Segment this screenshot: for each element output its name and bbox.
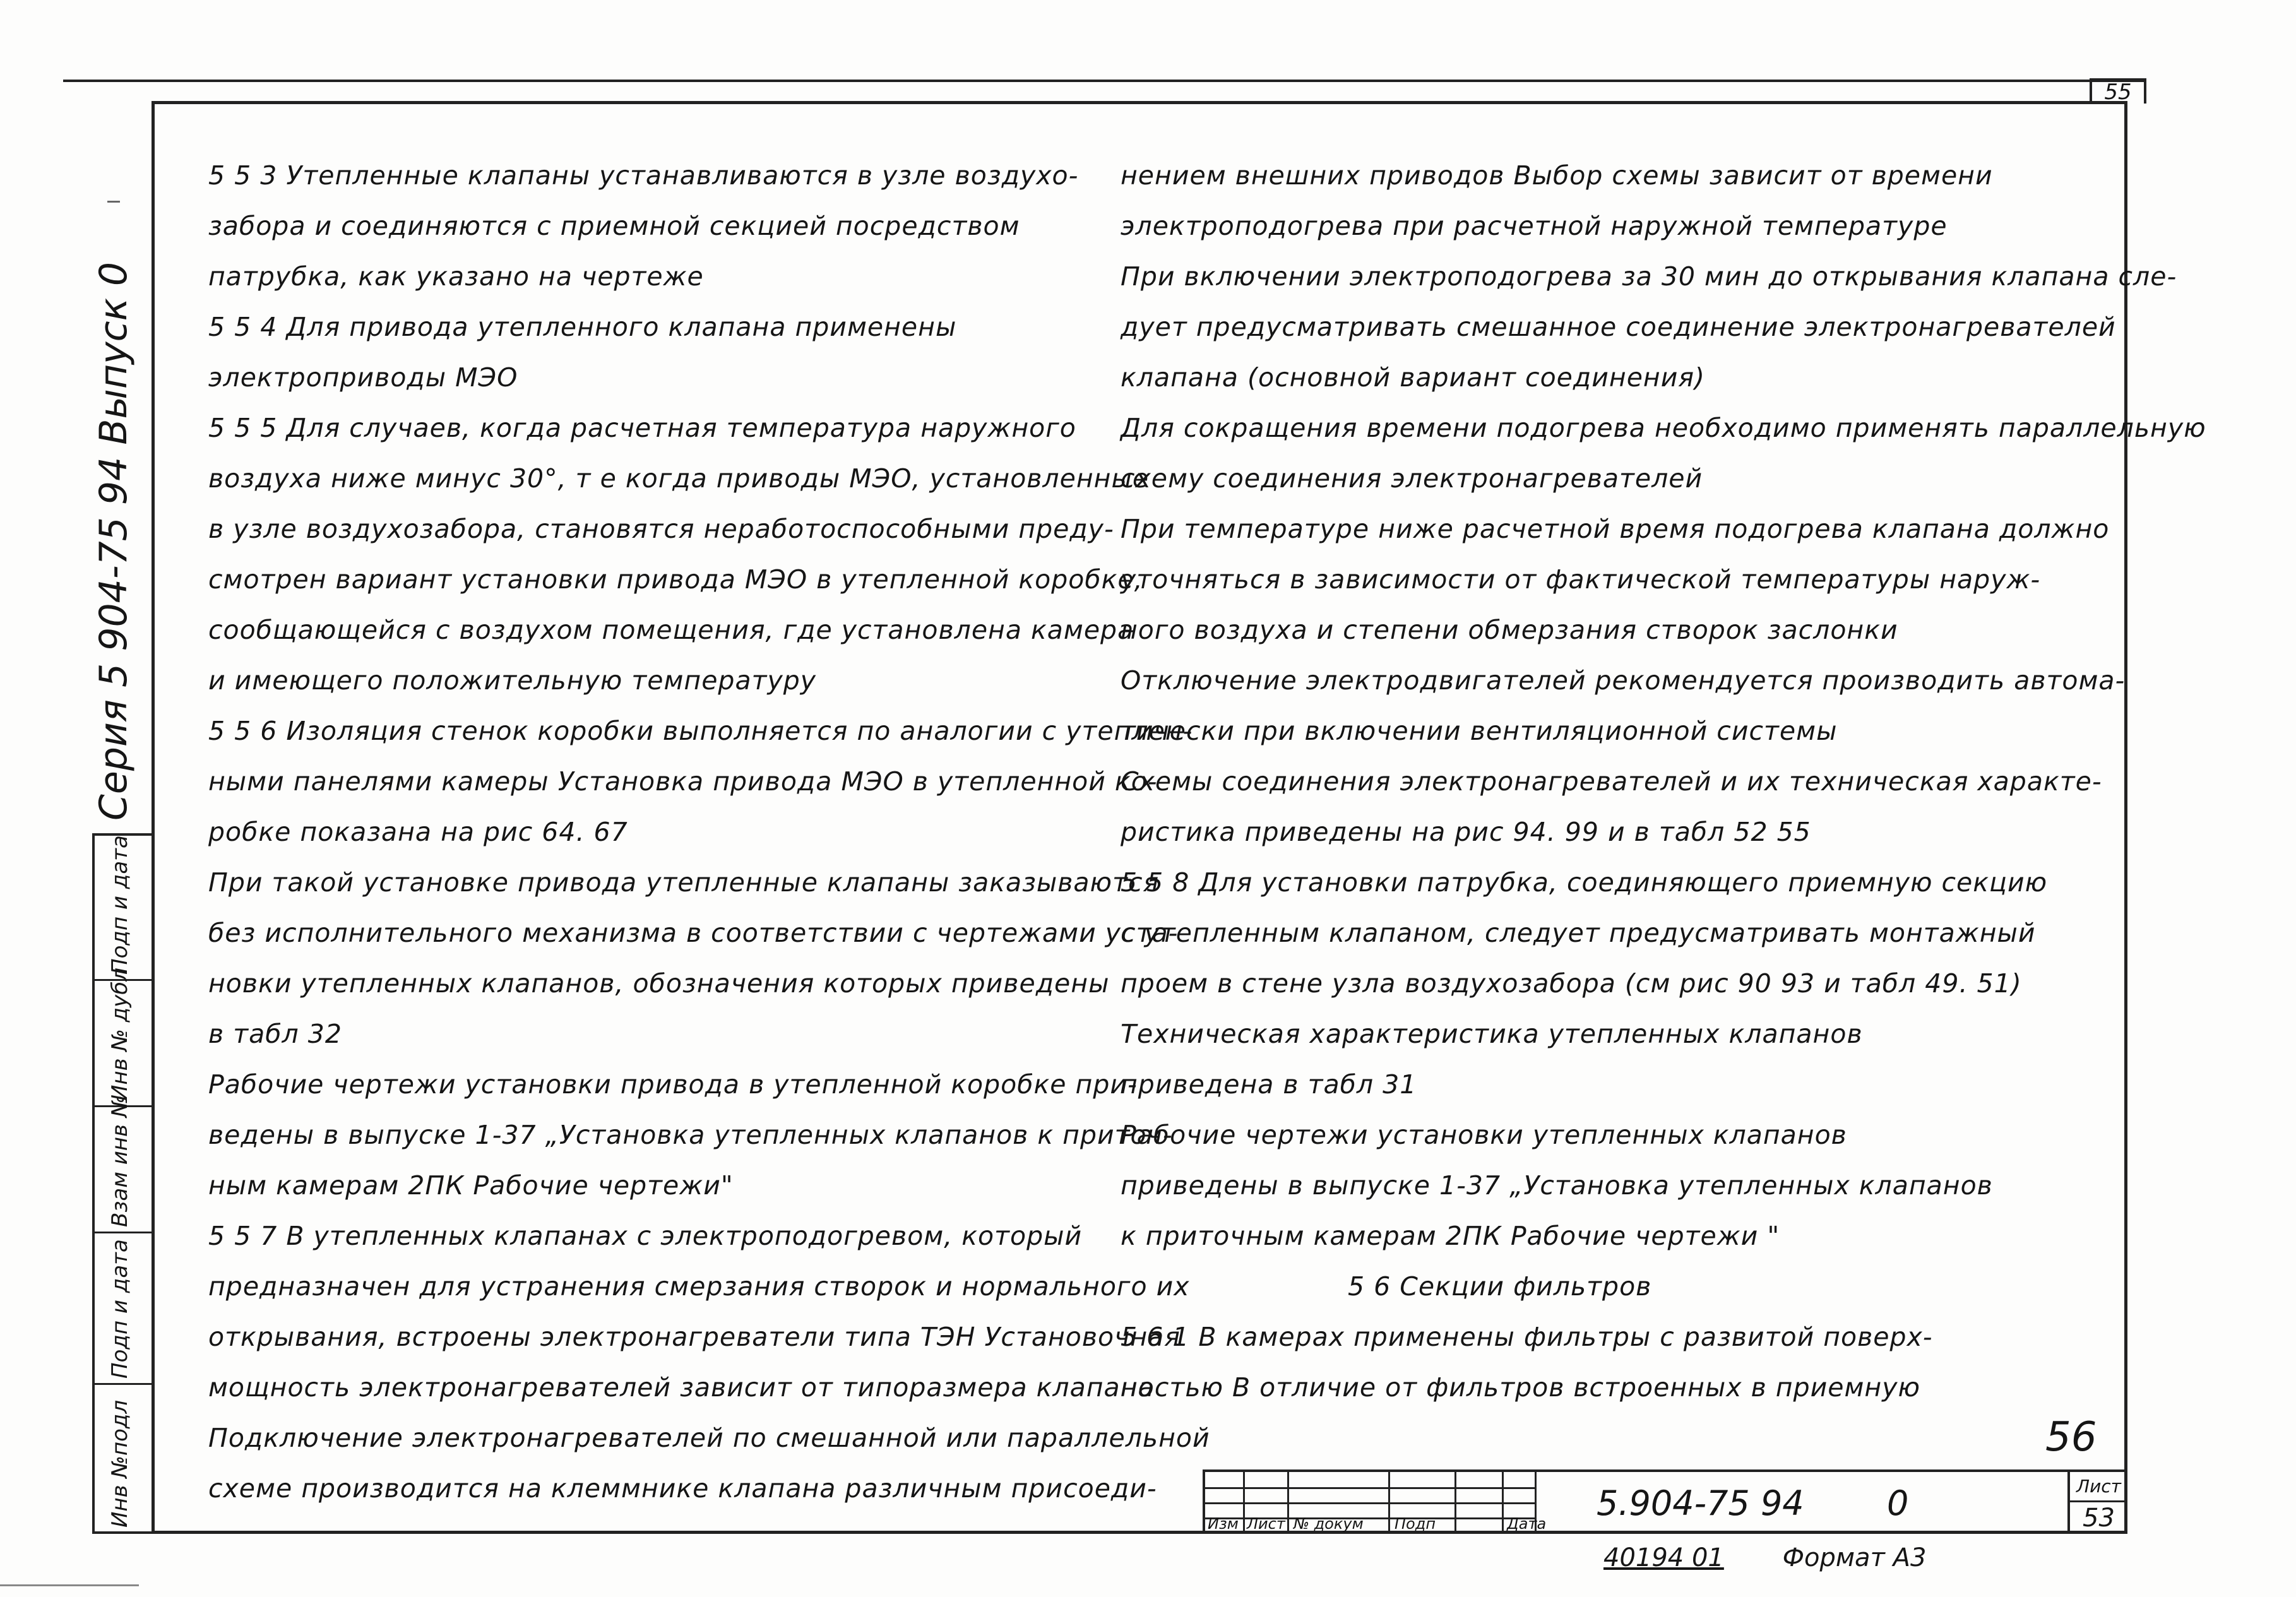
side-cell-1 <box>95 836 152 981</box>
side-label-podp-data: Подп и дата <box>107 1239 133 1379</box>
text-line: При такой установке привода утепленные клапаны заказываются <box>208 867 1160 898</box>
text-line: схему соединения электронагревателей <box>1121 463 1703 494</box>
text-line: электроподогрева при расчетной наружной температуре <box>1121 211 1948 241</box>
text-line: ностью В отличие от фильтров встроенных в приемную <box>1121 1372 1921 1403</box>
inventory-number: 40194 01 <box>1603 1543 1724 1572</box>
text-line: смотрен вариант установки привода МЭО в утепленной коробке, <box>208 564 1143 595</box>
side-cell-4 <box>95 1233 152 1385</box>
text-line: в узле воздухозабора, становятся неработоспособными преду- <box>208 514 1114 544</box>
sheet-cell <box>2067 1472 2127 1534</box>
text-line: без исполнительного механизма в соответствии с чертежами уста- <box>208 918 1179 948</box>
text-line: открывания, встроены электронагреватели типа ТЭН Установочная <box>208 1322 1181 1352</box>
text-line: в табл 32 <box>208 1019 342 1049</box>
text-line: 5 5 5 Для случаев, когда расчетная температура наружного <box>208 413 1076 443</box>
text-line: схеме производится на клеммнике клапана различным присоеди- <box>208 1473 1157 1504</box>
text-line: Отключение электродвигателей рекомендуется производить автома- <box>1121 665 2126 696</box>
top-border-line <box>63 80 2146 82</box>
text-line: электроприводы МЭО <box>208 362 518 393</box>
side-cell-3 <box>95 1095 152 1233</box>
sheet-corner-number: 55 <box>2090 78 2146 104</box>
sheet-value: 53 <box>2083 1504 2115 1533</box>
text-line: ным камерам 2ПК Рабочие чертежи" <box>208 1170 734 1201</box>
scan-edge-mark <box>0 1584 139 1586</box>
text-line: 5 5 6 Изоляция стенок коробки выполняется по аналогии с утеплен- <box>208 716 1193 746</box>
side-cell-2 <box>95 967 152 1107</box>
text-line: мощность электронагревателей зависит от типоразмера клапана <box>208 1372 1155 1403</box>
side-label-inv-dubl: Инв № дубл <box>107 967 133 1101</box>
header-data: Дата <box>1507 1515 1547 1533</box>
text-line: тически при включении вентиляционной системы <box>1121 716 1838 746</box>
text-line: с утепленным клапаном, следует предусматривать монтажный <box>1121 918 2036 948</box>
text-line: воздуха ниже минус 30°, т е когда приводы МЭО, установленные <box>208 463 1150 494</box>
text-line: к приточным камерам 2ПК Рабочие чертежи " <box>1121 1221 1780 1251</box>
text-line: Рабочие чертежи установки привода в утепленной коробке при- <box>208 1069 1138 1100</box>
text-line: робке показана на рис 64. 67 <box>208 817 628 847</box>
text-line: дует предусматривать смешанное соединение электронагревателей <box>1121 312 2116 342</box>
text-line: 5 5 4 Для привода утепленного клапана применены <box>208 312 957 342</box>
side-label-podp-data-top: Подп и дата <box>107 835 133 975</box>
side-label-vzam-inv: Взам инв № <box>107 1095 133 1227</box>
text-line: нением внешних приводов Выбор схемы зависит от времени <box>1121 160 1993 191</box>
header-podp: Подп <box>1395 1515 1436 1533</box>
text-line: патрубка, как указано на чертеже <box>208 261 704 292</box>
sheet-label: Лист <box>2070 1472 2127 1502</box>
text-line: 5 6 1 В камерах применены фильтры с развитой поверх- <box>1121 1322 1933 1352</box>
document-number: 5.904-75 94 <box>1597 1483 1804 1523</box>
text-line: новки утепленных клапанов, обозначения которых приведены <box>208 968 1110 999</box>
issue-number: 0 <box>1887 1483 1909 1523</box>
text-line: Схемы соединения электронагревателей и их техническая характе- <box>1121 766 2102 797</box>
text-line: приведена в табл 31 <box>1121 1069 1417 1100</box>
header-izm: Изм <box>1208 1515 1239 1533</box>
left-text-column <box>208 150 1210 1514</box>
text-line: ными панелями камеры Установка привода МЭО в утепленной ко- <box>208 766 1158 797</box>
header-list: Лист <box>1247 1515 1285 1533</box>
text-line: приведены в выпуске 1-37 „Установка утепленных клапанов <box>1121 1170 1993 1201</box>
text-line: уточняться в зависимости от фактической температуры наруж- <box>1121 564 2041 595</box>
text-line: клапана (основной вариант соединения) <box>1121 362 1706 393</box>
text-line: При включении электроподогрева за 30 мин до открывания клапана сле- <box>1121 261 2177 292</box>
side-stamp-strip <box>92 833 152 1534</box>
format-label: Формат А3 <box>1782 1543 1927 1572</box>
side-cell-5 <box>95 1385 152 1534</box>
text-line: Подключение электронагревателей по смешанной или параллельной <box>208 1423 1210 1453</box>
footer <box>1603 1543 1926 1572</box>
text-line: Для сокращения времени подогрева необходимо применять параллельную <box>1121 413 2206 443</box>
text-line: и имеющего положительную температуру <box>208 665 817 696</box>
text-line: Техническая характеристика утепленных клапанов <box>1121 1019 1863 1049</box>
text-line: проем в стене узла воздухозабора (см рис 90 93 и табл 49. 51) <box>1121 968 2022 999</box>
header-doc: № докум <box>1294 1515 1364 1533</box>
revision-grid <box>1205 1472 1547 1534</box>
text-line: ристика приведены на рис 94. 99 и в табл 52 55 <box>1121 817 1811 847</box>
side-label-inv-podl: Инв №подл <box>107 1399 133 1528</box>
text-line: ведены в выпуске 1-37 „Установка утепленных клапанов к приточ- <box>208 1120 1173 1150</box>
right-text-column <box>1121 150 2206 1413</box>
text-line: 5 5 3 Утепленные клапаны устанавливаются в узле воздухо- <box>208 160 1079 191</box>
page-number: 56 <box>2045 1414 2097 1461</box>
section-heading: 5 6 Секции фильтров <box>1348 1271 1652 1302</box>
text-line: сообщающейся с воздухом помещения, где установлена камера <box>208 615 1134 645</box>
text-line: Рабочие чертежи установки утепленных клапанов <box>1121 1120 1847 1150</box>
text-line: ного воздуха и степени обмерзания створок заслонки <box>1121 615 1898 645</box>
text-line: забора и соединяются с приемной секцией посредством <box>208 211 1020 241</box>
margin-mark <box>107 201 120 203</box>
series-label: Серия 5 904-75 94 Выпуск 0 <box>92 261 136 821</box>
text-line: 5 5 8 Для установки патрубка, соединяющего приемную секцию <box>1121 867 2048 898</box>
text-line: При температуре ниже расчетной время подогрева клапана должно <box>1121 514 2110 544</box>
title-block-stamp <box>1203 1469 2127 1534</box>
text-line: предназначен для устранения смерзания створок и нормального их <box>208 1271 1190 1302</box>
text-line: 5 5 7 В утепленных клапанах с электроподогревом, который <box>208 1221 1083 1251</box>
